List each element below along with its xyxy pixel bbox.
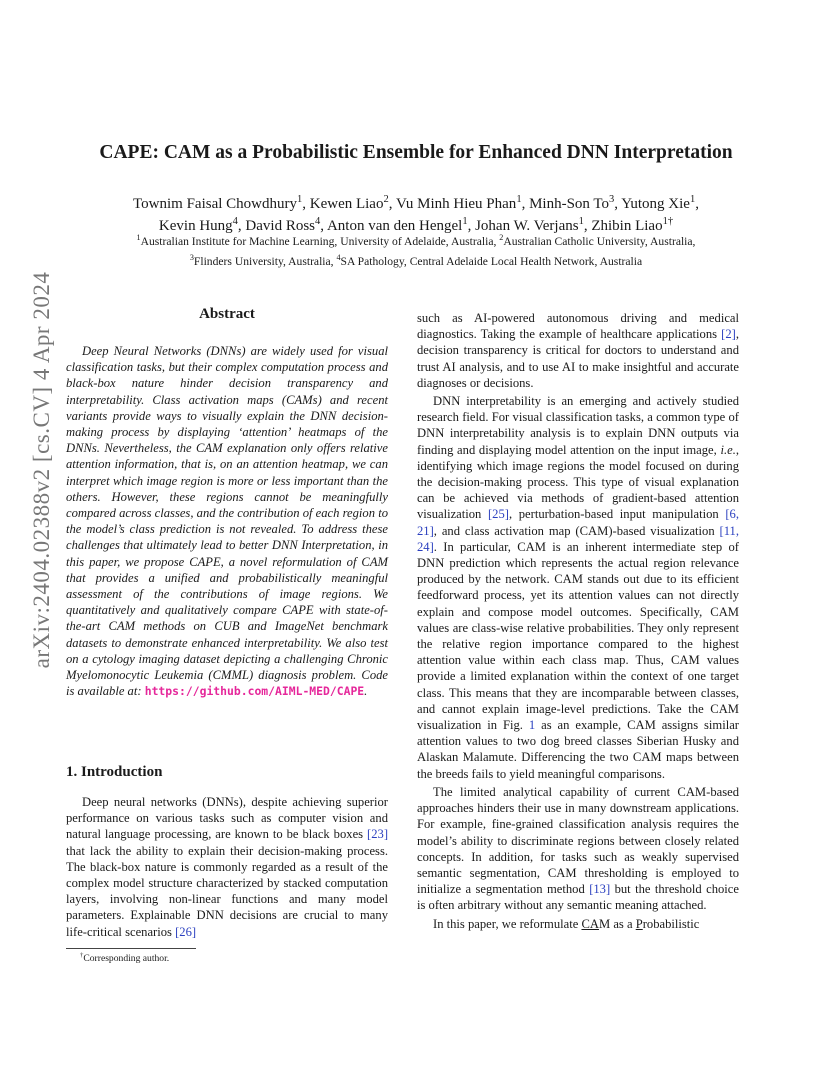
section-heading-introduction: 1. Introduction [66, 764, 163, 780]
arxiv-identifier [22, 271, 62, 669]
right-column-body [417, 310, 739, 932]
affiliation: SA Pathology, Central Adelaide Local Health Network, Australia [340, 255, 643, 268]
affiliation: Australian Institute for Machine Learning, University of Adelaide, Australia, [140, 235, 497, 248]
paragraph: Deep neural networks (DNNs), despite achieving superior performance on various tasks such as computer vision and natural language processing, are known to be black boxes [23] that lack the ability to explain their decision-making process. The black-box nature is commonly regarded as a result of the complex model structure characterized by stacked computation layers, involving non-linear functions and many model parameters. Explainable DNN decisions are crucial to many life-critical scenarios [26] [66, 795, 389, 939]
affiliation: Australian Catholic University, Australia, [503, 235, 696, 248]
paper-title: CAPE: CAM as a Probabilistic Ensemble for Enhanced DNN Interpretation [99, 142, 733, 163]
paragraph: In this paper, we reformulate CAM as a Probabilistic [433, 916, 700, 931]
citation-link[interactable]: [23] [367, 827, 389, 842]
citation-link[interactable]: [26] [175, 924, 197, 939]
arxiv-identifier-text: arXiv:2404.02388v2 [cs.CV] 4 Apr 2024 [29, 271, 54, 669]
author: Minh-Son To [529, 196, 609, 212]
figure-link[interactable]: 1 [528, 718, 536, 733]
author: Vu Minh Hieu Phan [395, 196, 517, 212]
citation-link[interactable]: [25] [487, 507, 509, 522]
author: Yutong Xie [621, 196, 690, 212]
author-list [66, 193, 766, 237]
author: Johan W. Verjans [475, 218, 579, 234]
citation-link[interactable]: [2] [721, 327, 736, 342]
paragraph: The limited analytical capability of current CAM-based approaches hinders their use in many downstream applications. For example, fine-grained classification analysis requires the model’s ability to discriminate regions between closely related concepts. In addition, for tasks such as weakly supervised semantic segmentation, CAM thresholding is employed to initialize a segmentation method [13] but the threshold choice is often arbitrary without any semantic meaning attached. [417, 784, 739, 913]
paragraph: such as AI-powered autonomous driving and medical diagnostics. Taking the example of healthcare applications [2], decision transparency is critical for doctors to understand and trust AI analysis, and to use AI to make insightful and accurate diagnoses or decisions. [417, 311, 739, 390]
introduction-body [66, 794, 388, 940]
citation-link[interactable]: [11, 24] [417, 523, 739, 554]
author: Townim Faisal Chowdhury [133, 196, 297, 212]
affiliation-line-2: $^3$Flinders University, Australia, $^4$SA Pathology, Central Adelaide Local Health Network, Australia [189, 253, 643, 268]
citation-link[interactable]: [13] [589, 882, 611, 897]
footnote-text: Corresponding author. [83, 953, 170, 964]
abstract-text: Deep Neural Networks (DNNs) are widely used for visual classification tasks, but their complex computation process and black-box nature hinder decision transparency and interpretability. Class activation maps (CAMs) and recent variants provide ways to visually explain the DNN decision-making process by displaying ‘attention’ heatmaps of the DNNs. Nevertheless, the CAM explanation only offers relative attention information, that is, on an attention heatmap, we can interpret which image region is more or less important than the others. However, these regions cannot be meaningfully compared across classes, and the contribution of each region to the model’s class prediction is not revealed. To address these challenges that ultimately lead to better DNN Interpretation, in this paper, we propose CAPE, a novel reformulation of CAM that provides a unified and probabilistically meaningful assessment of the contributions of image regions. We quantitatively and qualitatively compare CAPE with state-of-the-art CAM methods on CUB and ImageNet benchmark datasets to demonstrate enhanced interpretability. We also test on a cytology imaging dataset depicting a challenging Chronic Myelomonocytic Leukemia (CMML) diagnosis problem. Code is available at: [66, 344, 388, 699]
author: Zhibin Liao [591, 218, 663, 234]
footnote-rule [66, 948, 196, 949]
abstract-heading: Abstract [199, 306, 255, 322]
author-line-2: Kevin Hung$^4$, David Ross$^4$, Anton van den Hengel$^1$, Johan W. Verjans$^1$, Zhibin Liao$^{1\dagger}$ [158, 216, 674, 234]
affiliation: Flinders University, Australia, [193, 255, 334, 268]
abstract-body: Deep Neural Networks (DNNs) are widely used for visual classification tasks, but their complex computation process and black-box nature hinder decision transparency and interpretability. Class activation maps (CAMs) and recent variants provide ways to visually explain the DNN decision-making process by displaying ‘attention’ heatmaps of the DNNs. Nevertheless, the CAM explanation only offers relative attention information, that is, on an attention heatmap, we can interpret which image region is more or less important than the others. However, these regions cannot be meaningfully compared across classes, and the contribution of each region to the model’s class prediction is not revealed. To address these challenges that ultimately lead to better DNN Interpretation, in this paper, we propose CAPE, a novel reformulation of CAM that provides a unified and probabilistically meaningful assessment of the contributions of image regions. We quantitatively and qualitatively compare CAPE with state-of-the-art CAM methods on CUB and ImageNet benchmark datasets to demonstrate enhanced interpretability. We also test on a cytology imaging dataset depicting a challenging Chronic Myelomonocytic Leukemia (CMML) diagnosis problem. Code is available at: https://github.com/AIML-MED/CAPE. [66, 344, 388, 699]
author: Anton van den Hengel [326, 218, 463, 234]
footnote: †Corresponding author. [80, 951, 170, 964]
author: Kewen Liao [309, 196, 384, 212]
paragraph: DNN interpretability is an emerging and actively studied research field. For visual classification tasks, a common type of DNN interpretability analysis is to explain DNN outputs via finding and displaying model attention on the input image, i.e., identifying which image regions the model focused on during the decision-making process. This type of visual explanation can be achieved via methods of gradient-based attention visualization [25], perturbation-based input manipulation [6, 21], and class activation map (CAM)-based visualization [11, 24]. In particular, CAM is an inherent intermediate step of DNN prediction which represents the actual region relevance produced by the network. CAM stands out due to its efficient feedforward process, yet its attention values can not directly explain and compose model outcomes. Specifically, CAM values are class-wise relative probabilities. They only represent the relative region importance compared to the highest attention value within each class map. Thus, CAM values provide a limited explanation within the context of one target class. This means that they are incomparable between classes, and cannot explain image-level predictions. Take the CAM visualization in Fig. 1 as an example, CAM assigns similar attention values to two dog breed classes Siberian Husky and Alaskan Malamute. Differencing the two CAM maps between the breeds fails to yield meaningful comparisons. [417, 394, 739, 781]
author: Kevin Hung [158, 218, 233, 234]
affiliation-line-1: $^1$Australian Institute for Machine Learning, University of Adelaide, Australia, $^2$Australian Catholic University, Australia, [136, 233, 696, 248]
citation-link[interactable]: [6, 21] [417, 507, 739, 538]
author: David Ross [245, 218, 316, 234]
code-link[interactable]: https://github.com/AIML-MED/CAPE [144, 684, 365, 699]
author-line-1: Townim Faisal Chowdhury$^1$, Kewen Liao$^2$, Vu Minh Hieu Phan$^1$, Minh-Son To$^3$, Yutong Xie$^1$, [133, 194, 699, 212]
